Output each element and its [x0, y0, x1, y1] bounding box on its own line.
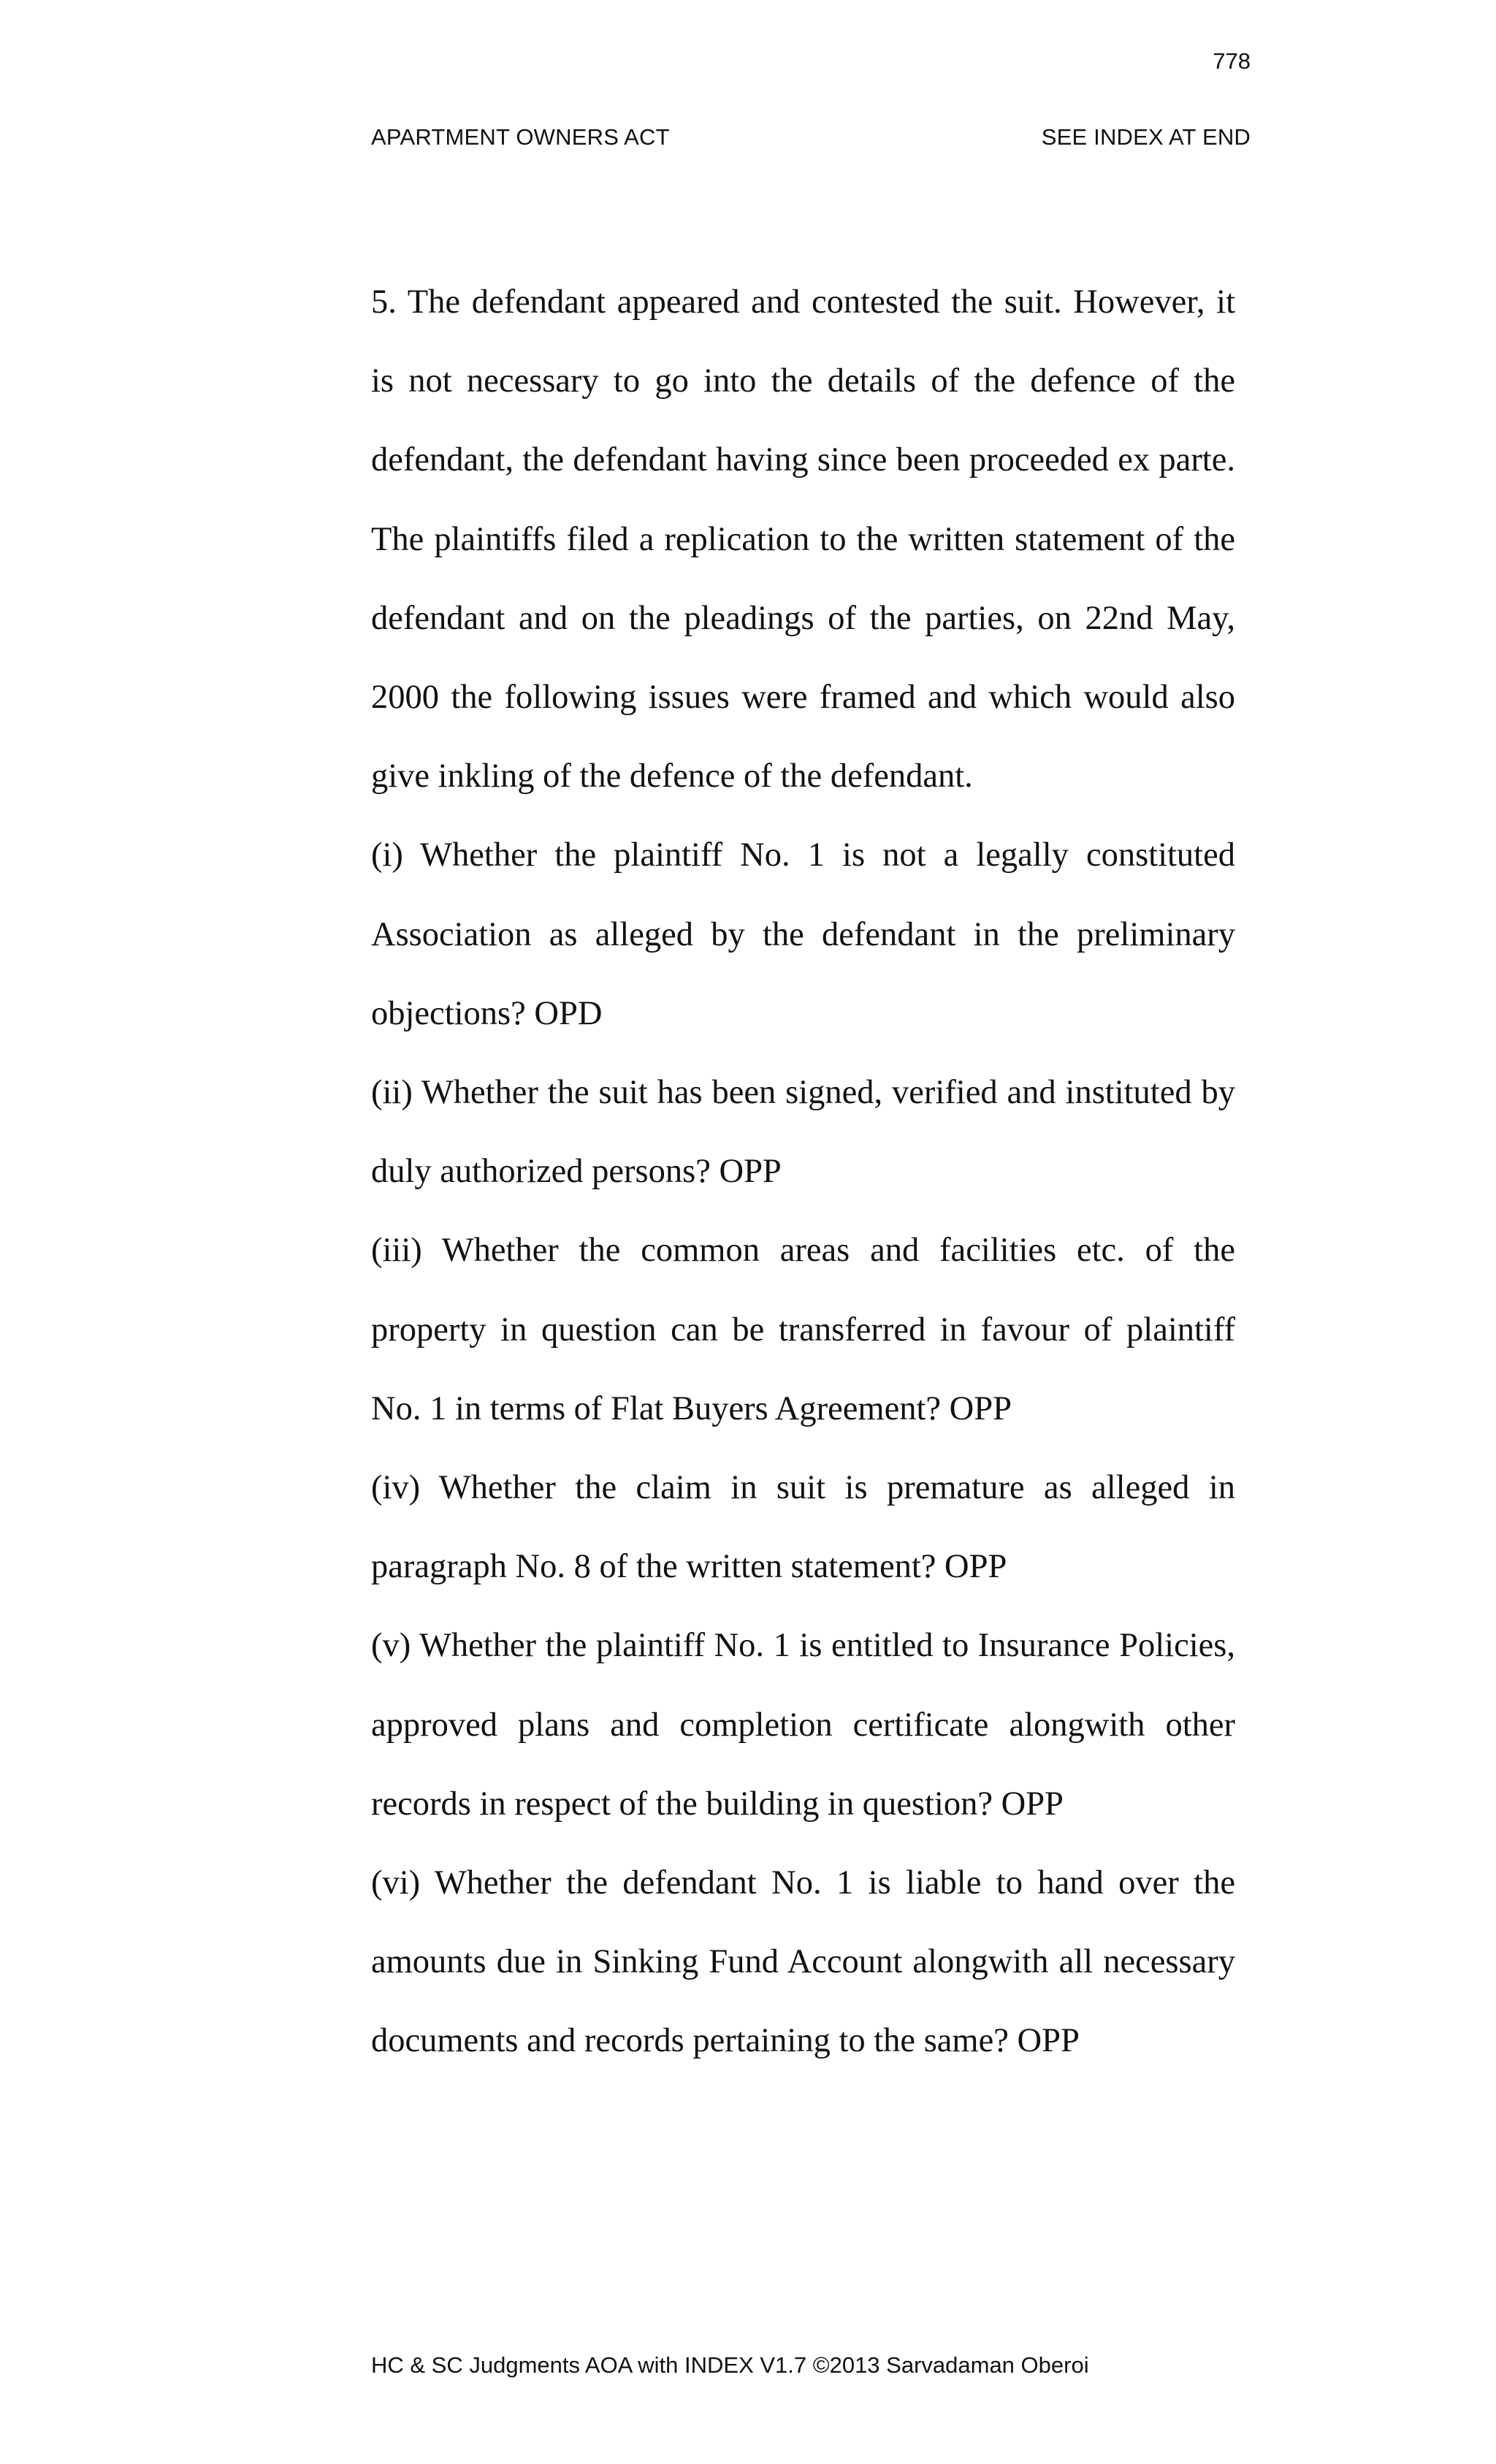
issue-iv: (iv) Whether the claim in suit is premature as alleged in paragraph No. 8 of the written statement? OPP [371, 1469, 1235, 1586]
running-header-index-note: SEE INDEX AT END [1041, 124, 1251, 150]
issue-v: (v) Whether the plaintiff No. 1 is entitled to Insurance Policies, approved plans and completion certificate alongwith other records in respect of the building in question? OPP [371, 1627, 1235, 1823]
running-header-title: APARTMENT OWNERS ACT [371, 124, 670, 150]
paragraph-5: 5. The defendant appeared and contested the suit. However, it is not necessary to go into the details of the defence of the defendant, the defendant having since been proceeded ex parte. The plaintiffs filed a replication to the written statement of the defendant and on the pleadings of the parties, on 22nd May, 2000 the following issues were framed and which would also give inkling of the defence of the defendant. [371, 283, 1235, 796]
judgment-body [371, 263, 1235, 2081]
issue-iii: (iii) Whether the common areas and facilities etc. of the property in question can be transferred in favour of plaintiff No. 1 in terms of Flat Buyers Agreement? OPP [371, 1232, 1235, 1427]
issue-ii: (ii) Whether the suit has been signed, verified and instituted by duly authorized persons? OPP [371, 1074, 1235, 1191]
issue-i: (i) Whether the plaintiff No. 1 is not a legally constituted Association as alleged by the defendant in the preliminary objections? OPD [371, 836, 1235, 1032]
page-number: 778 [1213, 48, 1251, 74]
page-footer: HC & SC Judgments AOA with INDEX V1.7 ©2013 Sarvadaman Oberoi [371, 2352, 1089, 2378]
issue-vi: (vi) Whether the defendant No. 1 is liable to hand over the amounts due in Sinking Fund Account alongwith all necessary documents and records pertaining to the same? OPP [371, 1864, 1235, 2060]
